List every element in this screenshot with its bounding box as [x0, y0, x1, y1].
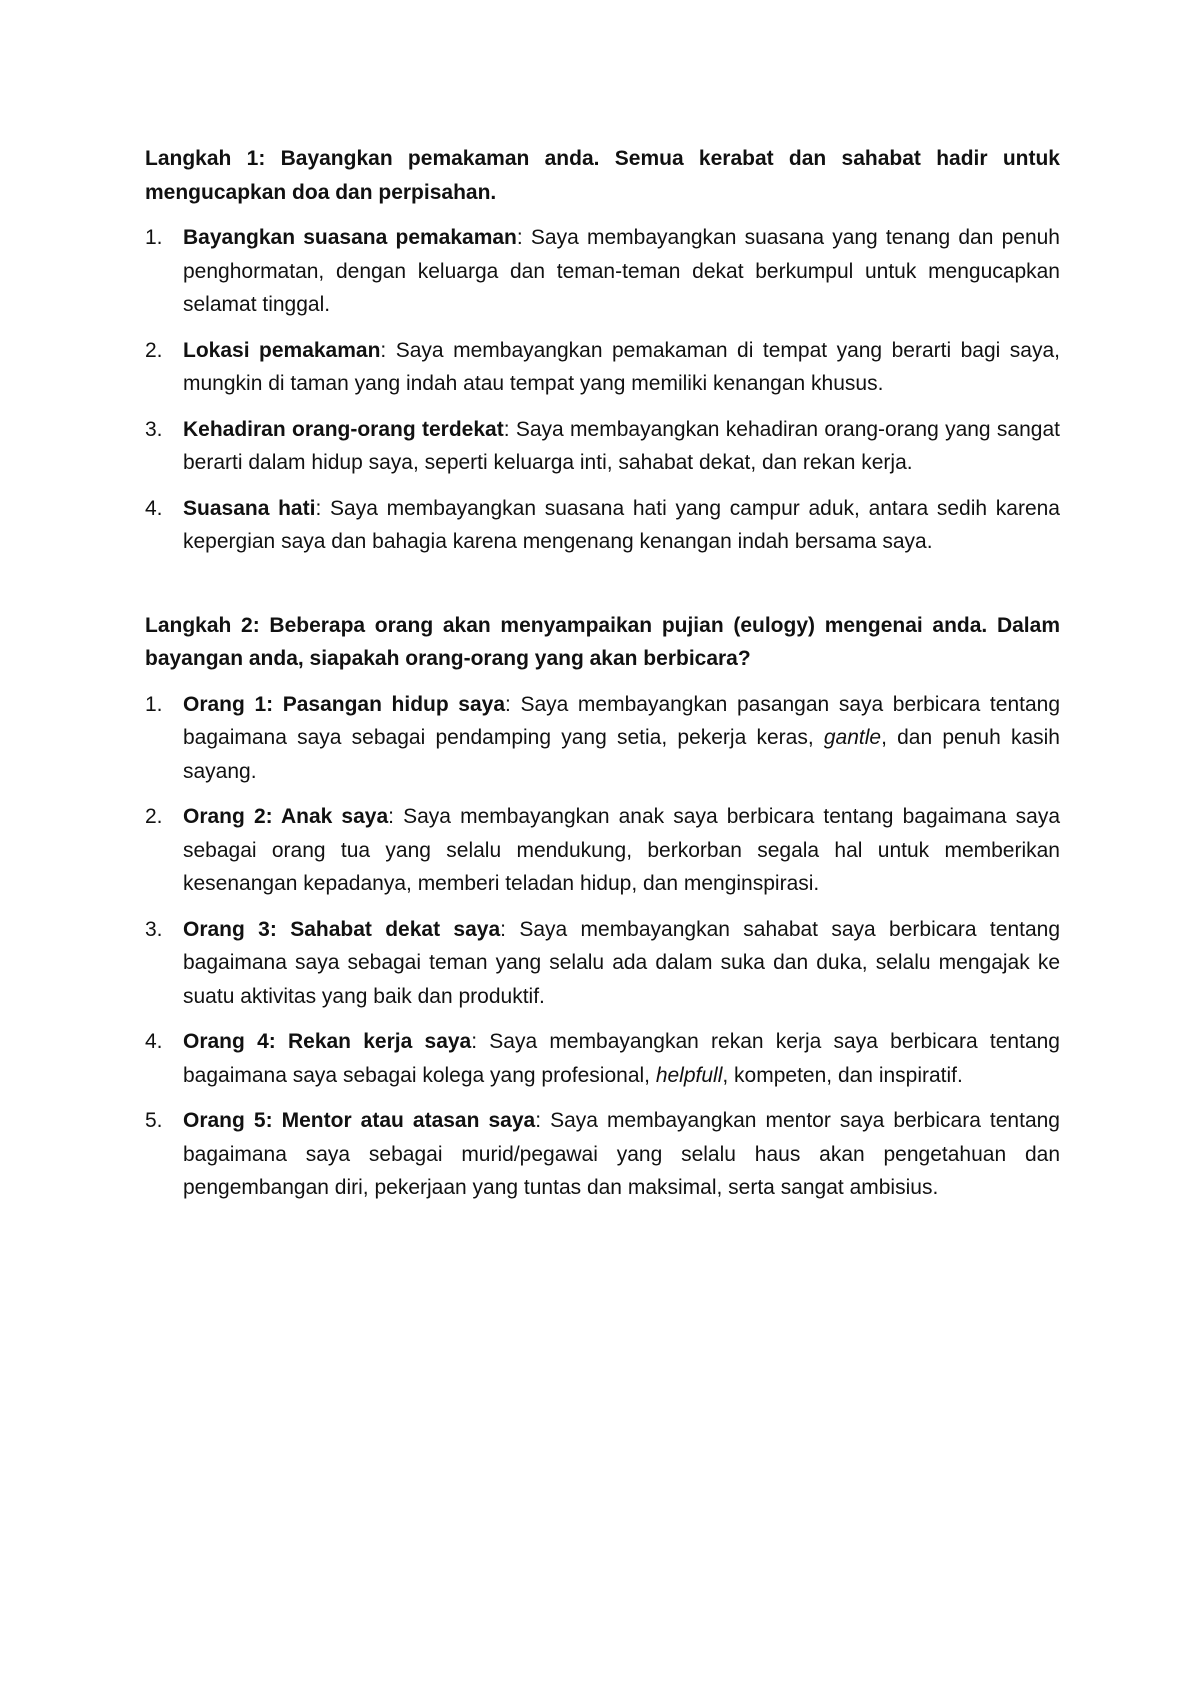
item-text: : Saya membayangkan pasangan saya berbicara tentang bagaimana saya sebagai pendamping yang setia, pekerja keras, — [183, 692, 1060, 749]
item-term: Orang 4: Rekan kerja saya — [183, 1030, 472, 1053]
item-number: 1. — [145, 692, 163, 716]
item-term: Orang 1: Pasangan hidup saya — [183, 692, 506, 716]
item-text: : Saya membayangkan rekan kerja saya berbicara tentang bagaimana saya sebagai kolega yang profesional, — [183, 1030, 1060, 1087]
item-term: Suasana hati — [183, 496, 316, 520]
item-list — [145, 221, 1060, 559]
item-term: Bayangkan suasana pemakaman — [183, 226, 517, 249]
list-item — [145, 1104, 1060, 1205]
item-text: : Saya membayangkan anak saya berbicara tentang bagaimana saya sebagai orang tua yang selalu mendukung, berkorban segala hal untuk memberikan kesenangan kepadanya, memberi teladan hidup, dan menginspirasi. — [183, 805, 1060, 895]
section-heading: Langkah 2: Beberapa orang akan menyampaikan pujian (eulogy) mengenai anda. Dalam bayangan anda, siapakah orang-orang yang akan berbicara? — [145, 613, 1060, 670]
item-term: Lokasi pemakaman — [183, 338, 381, 362]
item-text-end: , dan penuh kasih sayang. — [183, 726, 1060, 783]
section-langkah-1 — [145, 142, 1060, 559]
item-number: 2. — [145, 338, 163, 362]
item-number: 3. — [145, 417, 163, 441]
section-heading: Langkah 1: Bayangkan pemakaman anda. Semua kerabat dan sahabat hadir untuk mengucapkan doa dan perpisahan. — [145, 147, 1060, 204]
document-page — [145, 142, 1060, 1217]
list-item — [145, 688, 1060, 789]
item-text-end: , kompeten, dan inspiratif. — [722, 1063, 963, 1087]
item-number: 1. — [145, 226, 163, 249]
item-text: : Saya membayangkan suasana hati yang campur aduk, antara sedih karena kepergian saya dan bahagia karena mengenang kenangan indah bersama saya. — [183, 496, 1060, 553]
list-item — [145, 334, 1060, 401]
item-term: Orang 2: Anak saya — [183, 805, 389, 828]
list-item — [145, 413, 1060, 480]
item-term: Orang 5: Mentor atau atasan saya — [183, 1109, 536, 1132]
item-text: : Saya membayangkan pemakaman di tempat yang berarti bagi saya, mungkin di taman yang indah atau tempat yang memiliki kenangan khusus. — [183, 338, 1060, 395]
item-term: Kehadiran orang-orang terdekat — [183, 417, 504, 441]
item-text: : Saya membayangkan mentor saya berbicara tentang bagaimana saya sebagai murid/pegawai yang selalu haus akan pengetahuan dan pengembangan diri, pekerjaan yang tuntas dan maksimal, serta sangat ambisius. — [183, 1109, 1060, 1199]
item-term: Orang 3: Sahabat dekat saya — [183, 917, 501, 941]
item-text: : Saya membayangkan suasana yang tenang dan penuh penghormatan, dengan keluarga dan teman-teman dekat berkumpul untuk mengucapkan selamat tinggal. — [183, 226, 1060, 316]
section-langkah-2 — [145, 609, 1060, 1205]
item-number: 4. — [145, 1030, 163, 1053]
list-item — [145, 221, 1060, 322]
item-number: 3. — [145, 917, 163, 941]
list-item — [145, 492, 1060, 559]
item-number: 5. — [145, 1109, 163, 1132]
item-text: : Saya membayangkan sahabat saya berbicara tentang bagaimana saya sebagai teman yang selalu ada dalam suka dan duka, selalu mengajak ke suatu aktivitas yang baik dan produktif. — [183, 917, 1060, 1008]
item-italic-word: gantle — [823, 726, 882, 749]
list-item — [145, 913, 1060, 1014]
item-number: 4. — [145, 496, 163, 520]
list-item — [145, 800, 1060, 901]
item-italic-word: helpfull — [655, 1063, 723, 1087]
list-item — [145, 1025, 1060, 1092]
item-text: : Saya membayangkan kehadiran orang-orang yang sangat berarti dalam hidup saya, seperti keluarga inti, sahabat dekat, dan rekan kerja. — [183, 417, 1060, 474]
item-number: 2. — [145, 805, 163, 828]
item-list — [145, 688, 1060, 1205]
